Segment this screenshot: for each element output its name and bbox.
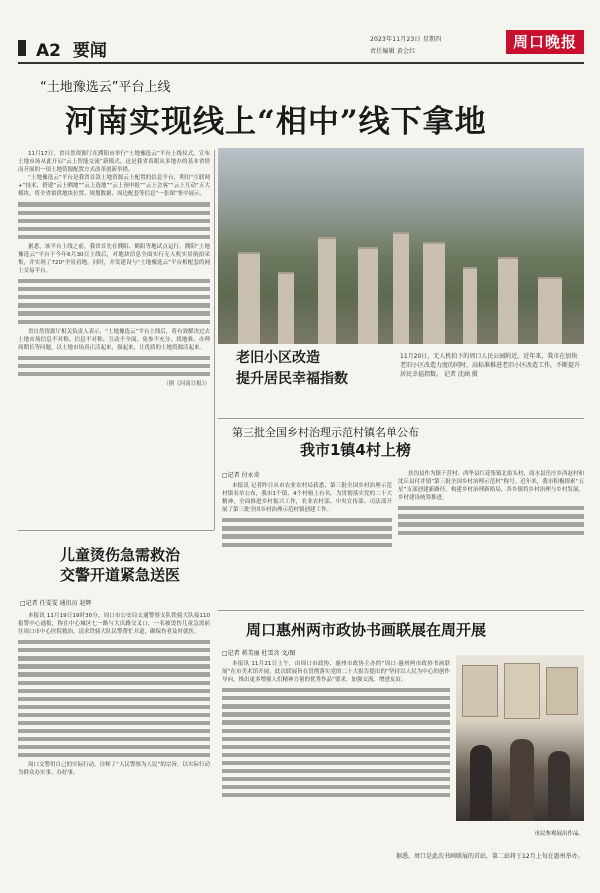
- right-story-title: 第三批全国乡村治理示范村镇名单公布: [232, 426, 419, 439]
- text-line: [18, 211, 210, 215]
- photo-building: [538, 277, 562, 344]
- story-divider: [18, 530, 214, 531]
- lead-headline: 河南实现线上“相中”线下拿地: [65, 104, 487, 140]
- text-line: [222, 737, 450, 741]
- bottom-story-byline: □记者 蒋美丽 杜雪含 文/图: [222, 650, 296, 657]
- photo-building: [318, 237, 336, 344]
- photo-artwork: [504, 663, 540, 719]
- text-line: [398, 531, 584, 535]
- left-paragraph: 周口交警用自己的实际行动，诠释了“人民警察为人民”的宗旨，以实际行动为群众办实事、办好事。: [18, 762, 210, 777]
- closing-caption: 据悉，周口是此次书画联展的首站，第二站将于12月上旬在惠州举办。: [396, 853, 584, 860]
- masthead-divider: [18, 62, 584, 64]
- photo-building: [358, 247, 378, 344]
- text-line: [18, 681, 210, 685]
- photo-visitor: [548, 751, 570, 821]
- lead-kicker: “土地豫选云”平台上线: [40, 80, 171, 95]
- text-line: [222, 777, 450, 781]
- text-line: [18, 311, 210, 315]
- photo-subtitle-line: 提升居民幸福指数: [236, 371, 348, 387]
- right-story-byline: □记者 付永奇: [222, 472, 260, 479]
- text-line: [18, 705, 210, 709]
- photo-caption: [400, 352, 582, 379]
- text-line: [18, 219, 210, 223]
- lead-source: （据《河南日报》）: [163, 380, 210, 387]
- text-line: [18, 737, 210, 741]
- text-line: [222, 785, 450, 789]
- text-line: [18, 648, 210, 652]
- right-paragraph: 本报讯 记者昨日从市农业农村局获悉，第三批全国乡村治理示范村镇名单公布，我市1个镇、4个村榜上有名。为贯彻落实党的二十大精神，全面推进乡村振兴工作，农业农村部、中央宣传部、司法部开展了第三批全国乡村治理示范村镇创建工作。: [222, 483, 392, 514]
- text-line: [18, 227, 210, 231]
- text-line: [18, 713, 210, 717]
- section-marker: [18, 40, 26, 56]
- text-line: [18, 287, 210, 291]
- text-line: [18, 672, 210, 676]
- lead-paragraph: 据悉，该平台上线之前，我省首先在濮阳、鹤阳等地试点运行。濮阳“土地豫选云”平台于今年6月30日上线后，对地块信息全面实行无人机实景航拍采集，并实现了720°全景看地。同时，开发建设与“土地豫选云”平台相配套的网上交易平台。: [18, 243, 210, 275]
- photo-building: [463, 267, 477, 344]
- text-line: [398, 514, 584, 518]
- text-line: [222, 696, 450, 700]
- text-line: [222, 720, 450, 724]
- text-line: [18, 320, 210, 324]
- bottom-paragraph: 本报讯 11月21日上午，由周口市政协、惠州市政协主办的“周口·惠州两市政协书画联展”在市美术馆开展。此次联展旨在贯彻落实党的二十大报告提出的“坚持以人民为中心的创作导向，推出更多增强人们精神力量的优秀作品”要求，加强交流、增进友谊。: [222, 661, 450, 684]
- text-line: [18, 697, 210, 701]
- photo-subtitle: [236, 348, 348, 390]
- city-aerial-photo: [218, 148, 584, 344]
- text-line: [222, 688, 450, 692]
- text-line: [18, 721, 210, 725]
- lead-paragraph: 省自然资源厅相关负责人表示，“土地豫选云”平台上线后，将有效解决过去土地市场信息不对称、信息不对称、互动不全面、免参不充分、找地难、办理周期长等问题，以土地市场真正活起来，强起来，让优质的土地资源活起来。: [18, 328, 210, 351]
- text-line: [18, 364, 210, 368]
- photo-caption-text: 11月20日，无人机拍下的周口人民公园附近。近年来，我市在加快老旧小区改造力度的同时，高标准推进老旧小区改造工作，不断提升居民幸福指数。: [400, 353, 581, 378]
- text-line: [18, 689, 210, 693]
- publication-date: 2023年11月23日 星期四: [370, 36, 442, 43]
- left-story-headline: [30, 545, 210, 585]
- story-divider: [218, 610, 584, 611]
- text-line: [18, 664, 210, 668]
- text-line: [18, 753, 210, 757]
- text-line: [222, 753, 450, 757]
- text-line: [222, 761, 450, 765]
- exhibition-photo-caption: 市民参观展出作品。: [534, 831, 584, 837]
- text-line: [18, 295, 210, 299]
- text-line: [18, 640, 210, 644]
- text-line: [18, 372, 210, 376]
- photo-artwork: [546, 667, 578, 715]
- left-story-body: [18, 612, 210, 880]
- text-line: [222, 704, 450, 708]
- lead-body-column: [18, 150, 210, 520]
- page-label: A2: [36, 41, 61, 61]
- photo-building: [423, 242, 445, 344]
- newspaper-logo: 周口晚报: [506, 30, 584, 54]
- text-line: [222, 712, 450, 716]
- photo-building: [393, 232, 409, 344]
- right-story-body-left: [222, 482, 392, 602]
- left-headline-line: 交警开道紧急送医: [59, 566, 180, 584]
- text-line: [222, 793, 450, 797]
- left-story-byline: □记者 任雯雯 通讯员 赵辉: [20, 600, 92, 607]
- bottom-story-headline: 周口惠州两市政协书画联展在周开展: [246, 621, 487, 639]
- section-header: [36, 36, 107, 61]
- story-divider: [218, 418, 584, 419]
- right-story-headline: 我市1镇4村上榜: [300, 441, 411, 459]
- text-line: [222, 745, 450, 749]
- photo-credit: 记者 沈涵 摄: [443, 371, 478, 378]
- text-line: [18, 279, 210, 283]
- text-line: [222, 526, 392, 530]
- text-line: [18, 656, 210, 660]
- text-line: [398, 522, 584, 526]
- text-line: [18, 202, 210, 206]
- lead-paragraph: “土地豫选云”平台是我省首款土地资源云上配置的信息平台，利用“互联网+”技术，搭建“云上晒地”“云上选地”“云上预申报”“云上会客”“云上互动”五大模块，将全省拟供地块位置、规划数据、周边配套等信息“一张图”集中展示。: [18, 175, 210, 198]
- exhibition-photo: [456, 655, 584, 821]
- photo-subtitle-line: 老旧小区改造: [236, 350, 320, 366]
- text-line: [18, 356, 210, 360]
- text-line: [18, 235, 210, 239]
- left-headline-line: 儿童烫伤急需救治: [59, 546, 180, 564]
- photo-building: [498, 257, 518, 344]
- text-line: [222, 518, 392, 522]
- photo-building: [238, 252, 260, 344]
- column-divider: [214, 150, 215, 530]
- text-line: [18, 729, 210, 733]
- editor-line: 责任编辑 黄会红: [370, 48, 416, 55]
- photo-building: [278, 272, 294, 344]
- right-story-body-right: [398, 470, 584, 602]
- text-line: [398, 506, 584, 510]
- text-line: [18, 303, 210, 307]
- left-paragraph: 本报讯 11月19日19时30分，周口市公安局交通警察支队铁骑大队接110报警中心通报，称在中心城区七一路与大庆路交叉口，一名被烫伤儿童急需前往周口市中心医院救治，请求铁骑大队民警帮忙开道，确保伤者及时就医。: [18, 613, 210, 636]
- date-line: [370, 34, 441, 55]
- text-line: [18, 745, 210, 749]
- photo-visitor: [510, 739, 534, 821]
- right-paragraph: 扶沟县作为镇干营村、西华县红花集镇北街头村、商水县岳庄乡西赵村和沈丘县付井镇“第三批全国乡村治理示范村”称号。近年来，我市积极探索“五星”支部创建新路径，构建乡村治理新格局，各乡镇将乡村治理与乡村发展、乡村建设统筹推进。: [398, 471, 584, 502]
- text-line: [222, 769, 450, 773]
- text-line: [222, 534, 392, 538]
- text-line: [222, 543, 392, 547]
- section-name: 要闻: [72, 41, 107, 61]
- lead-paragraph: 11月17日，省自然资源厅在濮阳市举行“土地豫选云”平台上线仪式，宣布土地市场从此开启“云上智能交流”新模式，这是我省着眼从多地办的基本省情而开展的一项土地资源配置方式改革创新举措。: [18, 151, 210, 174]
- text-line: [222, 729, 450, 733]
- photo-visitor: [470, 745, 492, 821]
- photo-artwork: [462, 665, 498, 717]
